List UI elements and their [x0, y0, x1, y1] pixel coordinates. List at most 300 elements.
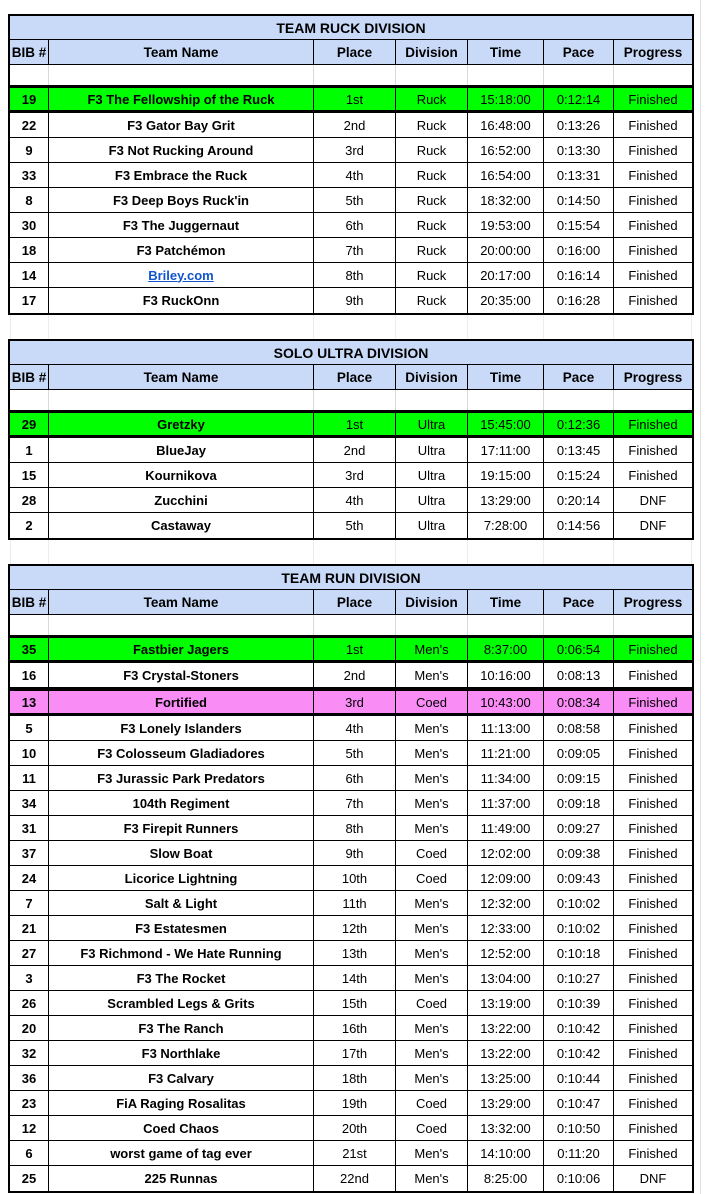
column-header-team-name: Team Name: [49, 590, 314, 614]
division-cell: Ultra: [396, 413, 468, 435]
column-header-row: [10, 590, 692, 615]
column-header-bib: BIB #: [10, 40, 49, 64]
table-row: [10, 916, 692, 941]
bib-cell: 35: [10, 638, 49, 660]
table-row: [10, 1116, 692, 1141]
sheet-gridline: [700, 0, 701, 1194]
table-row: [10, 841, 692, 866]
time-cell: 12:32:00: [468, 891, 544, 915]
team-name-cell: F3 Crystal-Stoners: [49, 663, 314, 687]
table-body: [10, 635, 692, 1191]
place-cell: 22nd: [314, 1166, 396, 1191]
bib-cell: 19: [10, 88, 49, 110]
pace-cell: 0:09:18: [544, 791, 614, 815]
division-cell: Ruck: [396, 263, 468, 287]
team-name-cell: Fastbier Jagers: [49, 638, 314, 660]
column-header-division: Division: [396, 590, 468, 614]
bib-cell: 17: [10, 288, 49, 313]
time-cell: 15:18:00: [468, 88, 544, 110]
team-name-cell: F3 Estatesmen: [49, 916, 314, 940]
bib-cell: 10: [10, 741, 49, 765]
pace-cell: 0:15:54: [544, 213, 614, 237]
pace-cell: 0:09:43: [544, 866, 614, 890]
time-cell: 10:16:00: [468, 663, 544, 687]
pace-cell: 0:16:14: [544, 263, 614, 287]
time-cell: 14:10:00: [468, 1141, 544, 1165]
division-cell: Men's: [396, 1141, 468, 1165]
progress-cell: Finished: [628, 267, 678, 283]
time-cell: 10:43:00: [468, 691, 544, 713]
progress-cell: Finished: [628, 442, 678, 458]
team-name-cell: F3 The Rocket: [49, 966, 314, 990]
time-cell: 13:22:00: [468, 1016, 544, 1040]
place-cell: 1st: [314, 413, 396, 435]
pace-cell: 0:13:45: [544, 438, 614, 462]
table-row: [10, 891, 692, 916]
division-cell: Ultra: [396, 463, 468, 487]
bib-cell: 1: [10, 438, 49, 462]
table-row: [10, 816, 692, 841]
column-header-place: Place: [314, 40, 396, 64]
progress-cell: Finished: [628, 1145, 678, 1161]
division-cell: Men's: [396, 916, 468, 940]
progress-cell: Finished: [628, 995, 678, 1011]
progress-cell: Finished: [628, 895, 678, 911]
pace-cell: 0:08:58: [544, 716, 614, 740]
pace-cell: 0:13:31: [544, 163, 614, 187]
place-cell: 1st: [314, 88, 396, 110]
team-name-cell: Zucchini: [49, 488, 314, 512]
bib-cell: 26: [10, 991, 49, 1015]
division-table-solo-ultra: [8, 339, 694, 540]
table-title-text: SOLO ULTRA DIVISION: [273, 344, 429, 361]
pace-cell: 0:12:36: [544, 413, 614, 435]
progress-cell: Finished: [628, 970, 678, 986]
bib-cell: 14: [10, 263, 49, 287]
place-cell: 1st: [314, 638, 396, 660]
pace-cell: 0:09:05: [544, 741, 614, 765]
table-title: [10, 16, 692, 40]
time-cell: 13:22:00: [468, 1041, 544, 1065]
division-cell: Men's: [396, 966, 468, 990]
time-cell: 16:52:00: [468, 138, 544, 162]
division-cell: Coed: [396, 991, 468, 1015]
progress-cell: Finished: [628, 91, 678, 107]
division-cell: Ruck: [396, 238, 468, 262]
pace-cell: 0:10:44: [544, 1066, 614, 1090]
time-cell: 20:00:00: [468, 238, 544, 262]
place-cell: 3rd: [314, 138, 396, 162]
progress-cell: Finished: [628, 192, 678, 208]
column-header-progress: Progress: [623, 369, 683, 385]
progress-cell: Finished: [628, 1095, 678, 1111]
place-cell: 17th: [314, 1041, 396, 1065]
place-cell: 6th: [314, 766, 396, 790]
column-header-progress: Progress: [623, 44, 683, 60]
team-name-cell: F3 Gator Bay Grit: [49, 113, 314, 137]
time-cell: 11:37:00: [468, 791, 544, 815]
team-name-cell: Salt & Light: [49, 891, 314, 915]
table-row: [10, 113, 692, 138]
place-cell: 5th: [314, 741, 396, 765]
bib-cell: 8: [10, 188, 49, 212]
division-table-team-ruck: [8, 14, 694, 315]
time-cell: 19:15:00: [468, 463, 544, 487]
division-cell: Ruck: [396, 113, 468, 137]
bib-cell: 13: [10, 691, 49, 713]
place-cell: 3rd: [314, 691, 396, 713]
team-name-cell: F3 Jurassic Park Predators: [49, 766, 314, 790]
column-header-bib: BIB #: [10, 590, 49, 614]
time-cell: 7:28:00: [468, 513, 544, 538]
table-row: [10, 991, 692, 1016]
time-cell: 12:33:00: [468, 916, 544, 940]
column-header-bib: BIB #: [10, 365, 49, 389]
column-header-time: Time: [468, 40, 544, 64]
bib-cell: 23: [10, 1091, 49, 1115]
bib-cell: 28: [10, 488, 49, 512]
team-name-cell: F3 Lonely Islanders: [49, 716, 314, 740]
table-row: [10, 1091, 692, 1116]
place-cell: 14th: [314, 966, 396, 990]
team-name-cell: F3 Not Rucking Around: [49, 138, 314, 162]
bib-cell: 34: [10, 791, 49, 815]
bib-cell: 29: [10, 413, 49, 435]
bib-cell: 27: [10, 941, 49, 965]
pace-cell: 0:13:26: [544, 113, 614, 137]
division-cell: Coed: [396, 691, 468, 713]
progress-cell: Finished: [628, 467, 678, 483]
bib-cell: 21: [10, 916, 49, 940]
pace-cell: 0:15:24: [544, 463, 614, 487]
table-row: [10, 513, 692, 538]
column-header-pace: Pace: [544, 365, 614, 389]
team-name-cell: F3 RuckOnn: [49, 288, 314, 313]
column-header-team-name: Team Name: [49, 40, 314, 64]
progress-cell: Finished: [628, 870, 678, 886]
bib-cell: 30: [10, 213, 49, 237]
table-row: [10, 138, 692, 163]
team-name-cell: F3 Richmond - We Hate Running: [49, 941, 314, 965]
division-cell: Ruck: [396, 288, 468, 313]
column-header-division: Division: [396, 40, 468, 64]
division-cell: Ultra: [396, 438, 468, 462]
bib-cell: 33: [10, 163, 49, 187]
column-header-time: Time: [468, 365, 544, 389]
bib-cell: 2: [10, 513, 49, 538]
bib-cell: 3: [10, 966, 49, 990]
pace-cell: 0:10:06: [544, 1166, 614, 1191]
division-cell: Ruck: [396, 138, 468, 162]
table-title-text: TEAM RUN DIVISION: [281, 569, 421, 586]
table-row: [10, 488, 692, 513]
time-cell: 11:21:00: [468, 741, 544, 765]
bib-cell: 16: [10, 663, 49, 687]
team-name-cell: 225 Runnas: [49, 1166, 314, 1191]
table-body: [10, 85, 692, 313]
progress-cell: Finished: [628, 1120, 678, 1136]
bib-cell: 18: [10, 238, 49, 262]
place-cell: 9th: [314, 288, 396, 313]
place-cell: 11th: [314, 891, 396, 915]
team-name-cell: worst game of tag ever: [49, 1141, 314, 1165]
place-cell: 21st: [314, 1141, 396, 1165]
time-cell: 17:11:00: [468, 438, 544, 462]
team-name-cell: F3 The Ranch: [49, 1016, 314, 1040]
place-cell: 16th: [314, 1016, 396, 1040]
table-title: [10, 566, 692, 590]
table-row: [10, 410, 692, 438]
progress-cell: Finished: [628, 770, 678, 786]
table-row: [10, 716, 692, 741]
progress-cell: Finished: [628, 667, 678, 683]
division-cell: Men's: [396, 1066, 468, 1090]
column-header-row: [10, 365, 692, 390]
progress-cell: Finished: [628, 945, 678, 961]
table-row: [10, 1016, 692, 1041]
bib-cell: 5: [10, 716, 49, 740]
bib-cell: 36: [10, 1066, 49, 1090]
column-header-time: Time: [468, 590, 544, 614]
division-cell: Men's: [396, 741, 468, 765]
division-cell: Men's: [396, 1166, 468, 1191]
pace-cell: 0:16:00: [544, 238, 614, 262]
progress-cell: Finished: [628, 795, 678, 811]
table-row: [10, 1066, 692, 1091]
table-row: [10, 966, 692, 991]
column-header-place: Place: [314, 365, 396, 389]
time-cell: 13:25:00: [468, 1066, 544, 1090]
place-cell: 19th: [314, 1091, 396, 1115]
bib-cell: 7: [10, 891, 49, 915]
column-header-team-name: Team Name: [49, 365, 314, 389]
place-cell: 7th: [314, 238, 396, 262]
progress-cell: DNF: [639, 492, 667, 508]
table-row: [10, 791, 692, 816]
table-row: [10, 438, 692, 463]
place-cell: 12th: [314, 916, 396, 940]
sheet-gap: [10, 540, 692, 564]
time-cell: 11:49:00: [468, 816, 544, 840]
progress-cell: Finished: [628, 167, 678, 183]
table-row: [10, 1141, 692, 1166]
division-cell: Men's: [396, 1041, 468, 1065]
place-cell: 4th: [314, 163, 396, 187]
team-name-cell: Licorice Lightning: [49, 866, 314, 890]
bib-cell: 20: [10, 1016, 49, 1040]
division-cell: Men's: [396, 663, 468, 687]
division-cell: Coed: [396, 866, 468, 890]
division-cell: Ultra: [396, 513, 468, 538]
progress-cell: Finished: [628, 142, 678, 158]
division-cell: Ruck: [396, 163, 468, 187]
progress-cell: Finished: [628, 845, 678, 861]
table-row: [10, 688, 692, 716]
team-name-cell: Castaway: [49, 513, 314, 538]
progress-cell: Finished: [628, 1020, 678, 1036]
pace-cell: 0:09:38: [544, 841, 614, 865]
table-row: [10, 238, 692, 263]
pace-cell: 0:14:50: [544, 188, 614, 212]
division-cell: Men's: [396, 1016, 468, 1040]
blank-spacer-row: [10, 390, 692, 410]
column-header-division: Division: [396, 365, 468, 389]
progress-cell: DNF: [639, 1171, 667, 1186]
team-name-cell: F3 Northlake: [49, 1041, 314, 1065]
division-cell: Men's: [396, 891, 468, 915]
team-name-cell: Kournikova: [49, 463, 314, 487]
pace-cell: 0:10:42: [544, 1016, 614, 1040]
bib-cell: 32: [10, 1041, 49, 1065]
time-cell: 13:29:00: [468, 488, 544, 512]
bib-cell: 11: [10, 766, 49, 790]
team-name-cell: F3 Colosseum Gladiadores: [49, 741, 314, 765]
progress-cell: Finished: [628, 641, 678, 657]
team-name-cell: [49, 263, 314, 287]
pace-cell: 0:08:34: [544, 691, 614, 713]
pace-cell: 0:10:02: [544, 916, 614, 940]
place-cell: 15th: [314, 991, 396, 1015]
time-cell: 13:32:00: [468, 1116, 544, 1140]
team-name-cell: FiA Raging Rosalitas: [49, 1091, 314, 1115]
blank-spacer-row: [10, 615, 692, 635]
division-cell: Ruck: [396, 188, 468, 212]
team-name-cell: BlueJay: [49, 438, 314, 462]
time-cell: 13:04:00: [468, 966, 544, 990]
time-cell: 12:02:00: [468, 841, 544, 865]
division-cell: Men's: [396, 766, 468, 790]
table-title-text: TEAM RUCK DIVISION: [276, 19, 426, 36]
pace-cell: 0:10:39: [544, 991, 614, 1015]
progress-cell: Finished: [628, 416, 678, 432]
team-name-cell: Fortified: [49, 691, 314, 713]
place-cell: 5th: [314, 513, 396, 538]
blank-spacer-row: [10, 65, 692, 85]
progress-cell: Finished: [628, 745, 678, 761]
division-cell: Men's: [396, 791, 468, 815]
pace-cell: 0:10:18: [544, 941, 614, 965]
table-row: [10, 188, 692, 213]
table-row: [10, 1041, 692, 1066]
place-cell: 4th: [314, 716, 396, 740]
team-link[interactable]: Briley.com: [148, 267, 214, 283]
place-cell: 8th: [314, 816, 396, 840]
pace-cell: 0:10:42: [544, 1041, 614, 1065]
time-cell: 11:34:00: [468, 766, 544, 790]
table-title: [10, 341, 692, 365]
place-cell: 2nd: [314, 663, 396, 687]
progress-cell: Finished: [628, 217, 678, 233]
column-header-pace: Pace: [544, 40, 614, 64]
table-row: [10, 941, 692, 966]
time-cell: 20:17:00: [468, 263, 544, 287]
division-table-team-run: [8, 564, 694, 1193]
time-cell: 12:09:00: [468, 866, 544, 890]
time-cell: 11:13:00: [468, 716, 544, 740]
time-cell: 8:37:00: [468, 638, 544, 660]
team-name-cell: 104th Regiment: [49, 791, 314, 815]
pace-cell: 0:13:30: [544, 138, 614, 162]
place-cell: 2nd: [314, 438, 396, 462]
time-cell: 20:35:00: [468, 288, 544, 313]
time-cell: 19:53:00: [468, 213, 544, 237]
pace-cell: 0:14:56: [544, 513, 614, 538]
table-row: [10, 766, 692, 791]
bib-cell: 22: [10, 113, 49, 137]
place-cell: 3rd: [314, 463, 396, 487]
table-row: [10, 866, 692, 891]
time-cell: 16:48:00: [468, 113, 544, 137]
place-cell: 7th: [314, 791, 396, 815]
time-cell: 16:54:00: [468, 163, 544, 187]
team-name-cell: F3 Embrace the Ruck: [49, 163, 314, 187]
pace-cell: 0:10:50: [544, 1116, 614, 1140]
pace-cell: 0:09:15: [544, 766, 614, 790]
division-cell: Men's: [396, 941, 468, 965]
time-cell: 8:25:00: [468, 1166, 544, 1191]
progress-cell: Finished: [628, 117, 678, 133]
table-row: [10, 163, 692, 188]
bib-cell: 12: [10, 1116, 49, 1140]
team-name-cell: F3 The Juggernaut: [49, 213, 314, 237]
division-cell: Men's: [396, 816, 468, 840]
place-cell: 20th: [314, 1116, 396, 1140]
team-name-cell: F3 Calvary: [49, 1066, 314, 1090]
table-row: [10, 741, 692, 766]
table-row: [10, 663, 692, 688]
pace-cell: 0:11:20: [544, 1141, 614, 1165]
time-cell: 13:19:00: [468, 991, 544, 1015]
table-row: [10, 263, 692, 288]
team-name-cell: Coed Chaos: [49, 1116, 314, 1140]
team-name-cell: F3 Deep Boys Ruck'in: [49, 188, 314, 212]
progress-cell: Finished: [628, 1070, 678, 1086]
team-name-cell: Scrambled Legs & Grits: [49, 991, 314, 1015]
pace-cell: 0:06:54: [544, 638, 614, 660]
pace-cell: 0:20:14: [544, 488, 614, 512]
place-cell: 2nd: [314, 113, 396, 137]
place-cell: 8th: [314, 263, 396, 287]
table-row: [10, 1166, 692, 1191]
pace-cell: 0:09:27: [544, 816, 614, 840]
column-header-progress: Progress: [623, 594, 683, 610]
division-cell: Ruck: [396, 88, 468, 110]
team-name-cell: Slow Boat: [49, 841, 314, 865]
column-header-place: Place: [314, 590, 396, 614]
division-cell: Ultra: [396, 488, 468, 512]
division-cell: Men's: [396, 638, 468, 660]
bib-cell: 9: [10, 138, 49, 162]
place-cell: 5th: [314, 188, 396, 212]
bib-cell: 37: [10, 841, 49, 865]
division-cell: Coed: [396, 1116, 468, 1140]
team-name-cell: Gretzky: [49, 413, 314, 435]
place-cell: 6th: [314, 213, 396, 237]
bib-cell: 6: [10, 1141, 49, 1165]
division-cell: Coed: [396, 1091, 468, 1115]
time-cell: 13:29:00: [468, 1091, 544, 1115]
place-cell: 9th: [314, 841, 396, 865]
bib-cell: 31: [10, 816, 49, 840]
progress-cell: Finished: [628, 694, 678, 710]
progress-cell: Finished: [628, 820, 678, 836]
pace-cell: 0:10:02: [544, 891, 614, 915]
progress-cell: Finished: [628, 720, 678, 736]
place-cell: 10th: [314, 866, 396, 890]
table-row: [10, 85, 692, 113]
place-cell: 18th: [314, 1066, 396, 1090]
pace-cell: 0:10:47: [544, 1091, 614, 1115]
